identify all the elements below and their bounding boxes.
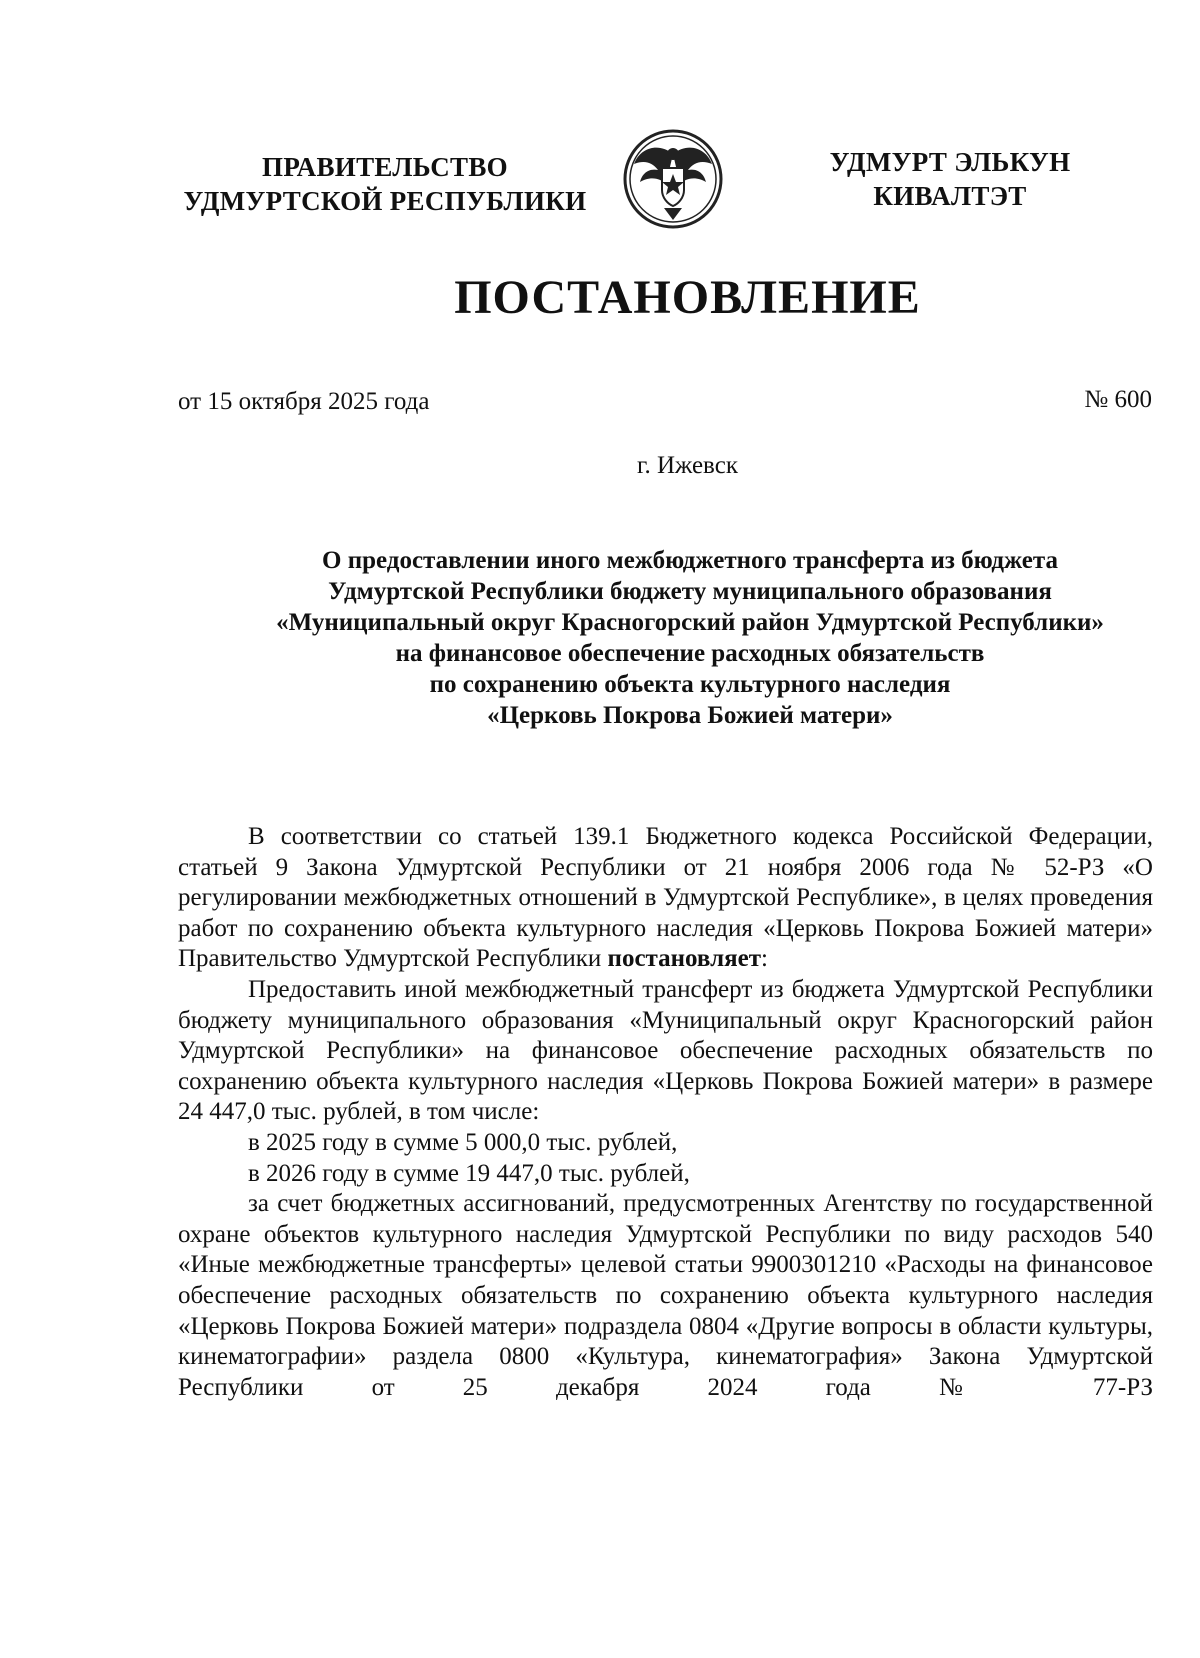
document-subject bbox=[170, 545, 1200, 731]
coat-of-arms-icon bbox=[618, 124, 728, 234]
issuer-line-2: УДМУРТСКОЙ РЕСПУБЛИКИ bbox=[183, 186, 587, 216]
issuer-udmurt-line-1: УДМУРТ ЭЛЬКУН bbox=[829, 147, 1071, 177]
preamble-resolves-word: постановляет bbox=[607, 945, 762, 973]
document-title: ПОСТАНОВЛЕНИЕ bbox=[454, 271, 921, 324]
subject-line-1: О предоставлении иного межбюджетного трансферта из бюджета bbox=[322, 547, 1058, 574]
issuer-udmurt-line-2: КИВАЛТЭТ bbox=[873, 181, 1027, 211]
body-paragraph-preamble bbox=[178, 822, 1153, 975]
subject-line-2: Удмуртской Республики бюджету муниципального образования bbox=[328, 578, 1052, 605]
body-item-2026: в 2026 году в сумме 19 447,0 тыс. рублей, bbox=[248, 1159, 690, 1187]
subject-line-4: на финансовое обеспечение расходных обязательств bbox=[395, 640, 985, 667]
issuer-line-1: ПРАВИТЕЛЬСТВО bbox=[262, 152, 508, 182]
issuer-name-russian bbox=[170, 150, 600, 218]
preamble-text: В соответствии со статьей 139.1 Бюджетного кодекса Российской Федерации, статьей 9 Закона Удмуртской Республики от 21 ноября 2006 года № 52-РЗ «О регулировании межбюджетных отношений в Удмуртской Республике», в целях проведения работ по сохранению объекта культурного наследия «Церковь Покрова Божией матери» Правительство Удмуртской Республики bbox=[178, 823, 1153, 973]
subject-line-6: «Церковь Покрова Божией матери» bbox=[487, 702, 893, 729]
subject-line-3: «Муниципальный округ Красногорский район Удмуртской Республики» bbox=[276, 609, 1104, 636]
body-paragraph-funding-source: за счет бюджетных ассигнований, предусмотренных Агентству по государственной охране объектов культурного наследия Удмуртской Республики по виду расходов 540 «Иные межбюджетные трансферты» целевой статьи 9900301210 «Расходы на финансовое обеспечение расходных обязательств по сохранению объекта культурного наследия «Церковь Покрова Божией матери» подраздела 0804 «Другие вопросы в области культуры, кинематографии» раздела 0800 «Культура, кинематография» Закона Удмуртской Республики от 25 декабря 2024 года № 77-РЗ bbox=[178, 1190, 1153, 1401]
preamble-colon: : bbox=[761, 945, 768, 973]
document-city: г. Ижевск bbox=[637, 452, 738, 479]
issuer-name-udmurt bbox=[800, 145, 1100, 213]
body-item-2025: в 2025 году в сумме 5 000,0 тыс. рублей, bbox=[248, 1128, 678, 1156]
document-body bbox=[178, 822, 1153, 1403]
document-date: от 15 октября 2025 года bbox=[178, 388, 430, 415]
subject-line-5: по сохранению объекта культурного наследия bbox=[429, 671, 951, 698]
document-number: № 600 bbox=[1084, 386, 1152, 413]
body-paragraph-transfer: Предоставить иной межбюджетный трансферт из бюджета Удмуртской Республики бюджету муниципального образования «Муниципальный округ Красногорский район Удмуртской Республики» на финансовое обеспечение расходных обязательств по сохранению объекта культурного наследия «Церковь Покрова Божией матери» в размере 24 447,0 тыс. рублей, в том числе: bbox=[178, 975, 1153, 1126]
